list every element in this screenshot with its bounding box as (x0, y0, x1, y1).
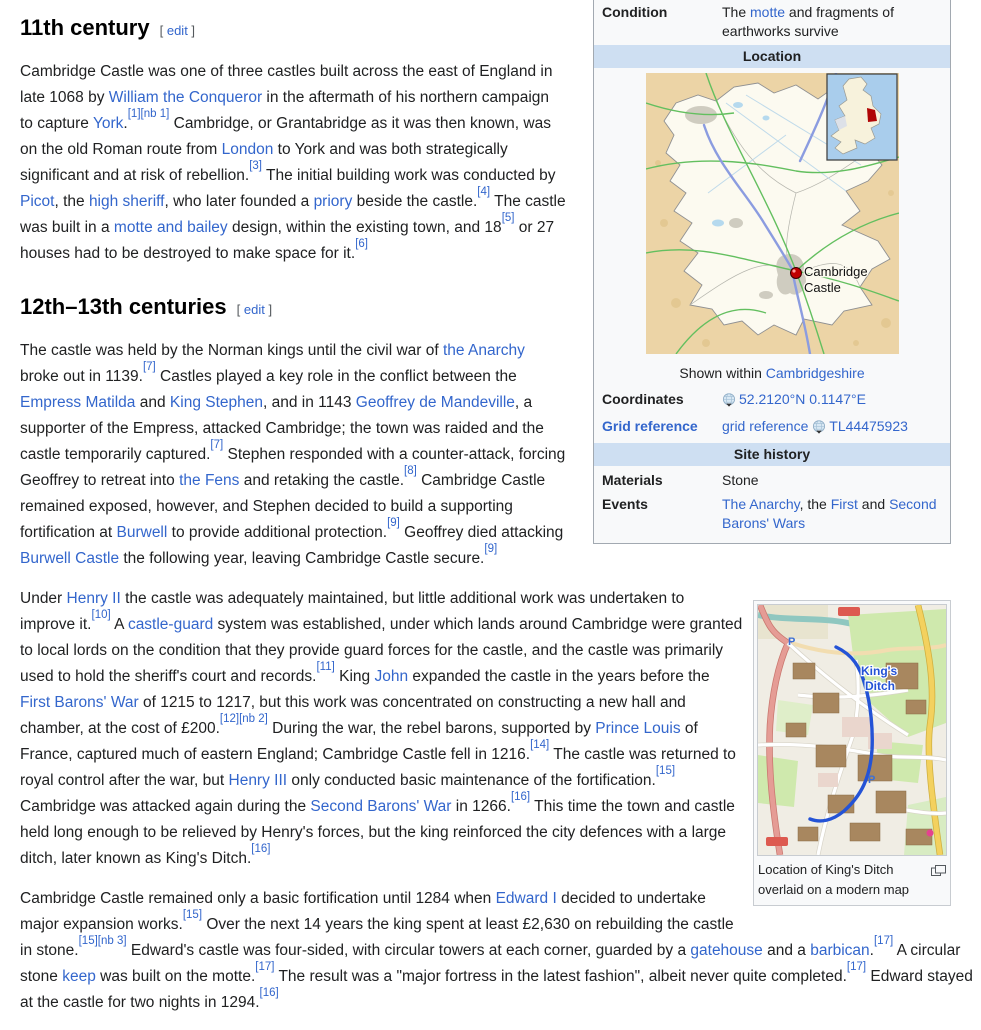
infobox-row-condition (594, 0, 950, 43)
wiki-link[interactable]: the Fens (179, 472, 240, 489)
wiki-link[interactable]: Henry III (228, 772, 288, 789)
ref-link[interactable]: [5] (501, 211, 515, 224)
condition-label: Condition (602, 4, 668, 20)
wiki-link[interactable]: priory (313, 193, 353, 210)
ref-link[interactable]: [17] (873, 934, 894, 947)
ref-link[interactable]: [3] (249, 159, 262, 172)
events-value: The Anarchy, the First and Second Barons' Wars (722, 496, 937, 531)
ref-link[interactable]: [14] (530, 738, 550, 751)
map-caption: Shown within Cambridgeshire (679, 365, 865, 381)
ref-link[interactable]: [15] (78, 934, 98, 947)
coordinates-label: Coordinates (602, 391, 684, 407)
edit-link[interactable]: edit (243, 302, 265, 317)
grid-reference-prefix-link[interactable]: grid reference (722, 418, 809, 434)
condition-value: The motte and fragments of earthworks survive (722, 4, 894, 39)
ref-link[interactable]: [7] (142, 360, 156, 373)
ref-link[interactable]: [1] (127, 107, 141, 120)
location-map[interactable] (594, 70, 950, 363)
infobox-row-materials (594, 468, 950, 492)
poi-marker (927, 830, 934, 837)
wiki-link[interactable]: Picot (20, 193, 55, 210)
materials-label: Materials (602, 472, 663, 488)
globe-icon[interactable] (722, 393, 736, 412)
enlarge-icon[interactable] (931, 862, 946, 882)
wiki-link[interactable]: York (92, 115, 124, 132)
kings-ditch-thumbnail (753, 600, 951, 906)
marker-label-line2: Castle (803, 280, 841, 295)
ref-link[interactable]: [9] (484, 542, 498, 555)
site-history-header: Site history (594, 443, 950, 466)
wiki-link[interactable]: John (374, 668, 409, 685)
ref-link[interactable]: [nb 1] (140, 107, 170, 120)
ref-link[interactable]: [6] (355, 237, 368, 250)
wiki-link[interactable]: William the Conqueror (108, 89, 263, 106)
wiki-link[interactable]: Henry II (66, 590, 121, 607)
ref-link[interactable]: [16] (259, 986, 279, 999)
materials-value: Stone (722, 472, 759, 488)
wiki-link[interactable]: Burwell (116, 524, 168, 541)
article-paragraph: Cambridge Castle remained only a basic fortification until 1284 when Edward I decided to undertake major expansion works.[15] Over the next 14 years the king spent at least £2,630 on rebuilding the castle in stone.[15][nb 3] Edward's castle was four-sided, with circular towers at each corner, guarded by a gatehouse and a barbican.[17] A circular stone keep was built on the motte.[17] The result was a "major fortress in the latest fashion", albeit never quite completed.[17] Edward stayed at the castle for two nights in 1294.[16] (20, 890, 973, 1011)
wiki-link[interactable]: Edward I (495, 890, 557, 907)
ref-link[interactable]: [11] (316, 660, 335, 673)
edit-link[interactable]: edit (166, 23, 188, 38)
kings-ditch-map-image[interactable] (757, 604, 947, 856)
wiki-link[interactable]: castle-guard (127, 616, 214, 633)
infobox (593, 0, 951, 544)
coordinates-link[interactable]: 52.2120°N 0.1147°E (739, 391, 866, 407)
section-heading-12th-13th-centuries: 12th–13th centuries [ edit ] (20, 294, 273, 319)
ref-link[interactable]: [4] (477, 185, 491, 198)
cambridgeshire-map-image[interactable] (646, 73, 899, 354)
edit-section: [ edit ] (159, 23, 196, 38)
kings-ditch-label-line2: Ditch (865, 679, 895, 693)
wiki-link[interactable]: First Barons' War (20, 694, 139, 711)
ref-link[interactable]: [nb 2] (239, 712, 268, 725)
thumbnail-caption: Location of King's Ditch overlaid on a modern map (757, 856, 947, 902)
wiki-link[interactable]: Second Barons' War (310, 798, 452, 815)
edit-section: [ edit ] (236, 302, 273, 317)
svg-text:P: P (868, 774, 876, 786)
ref-link[interactable]: [10] (91, 608, 111, 621)
wiki-link[interactable]: The Anarchy (722, 496, 800, 512)
wiki-link[interactable]: keep (62, 968, 96, 985)
wiki-link[interactable]: high sheriff (88, 193, 165, 210)
article-paragraph: Under Henry II the castle was adequately maintained, but little additional work was undertaken to improve it.[10] A castle-guard system was established, under which lands around Cambridge were granted to local lords on the condition that they provide guard forces for the castle, and the castle was primarily used to hold the sheriff's court and records.[11] King John expanded the castle in the years before the First Barons' War of 1215 to 1217, but this work was concentrated on constructing a new hall and chamber, at the cost of £200.[12][nb 2] During the war, the rebel barons, supported by Prince Louis of France, captured much of eastern England; Cambridge Castle fell in 1216.[14] The castle was returned to royal control after the war, but Henry III only conducted basic maintenance of the fortification.[15] Cambridge was attacked again during the Second Barons' War in 1266.[16] This time the town and castle held long enough to be relieved by Henry's forces, but the king reinforced the city defences with a large ditch, later known as King's Ditch.[16] (20, 590, 743, 867)
wiki-link[interactable]: Burwell Castle (20, 550, 120, 567)
england-inset-map (827, 74, 897, 160)
wiki-link[interactable]: London (221, 141, 274, 158)
grid-reference-label-link[interactable]: Grid reference (602, 418, 698, 434)
wiki-link[interactable]: Geoffrey de Mandeville (355, 394, 515, 411)
kings-ditch-label-line1: King's (861, 664, 898, 678)
ref-link[interactable]: [17] (846, 960, 867, 973)
infobox-row-events (594, 492, 950, 535)
wiki-link[interactable]: motte (750, 4, 786, 20)
section-heading-11th-century: 11th century [ edit ] (20, 15, 196, 40)
wiki-link[interactable]: barbican (810, 942, 870, 959)
ref-link[interactable]: [nb 3] (97, 934, 127, 947)
wiki-link[interactable]: motte and bailey (113, 219, 228, 236)
wiki-link[interactable]: the Anarchy (443, 342, 525, 359)
ref-link[interactable]: [15] (655, 764, 676, 777)
ref-link[interactable]: [17] (255, 960, 275, 973)
ref-link[interactable]: [16] (510, 790, 531, 803)
ref-link[interactable]: [12] (219, 712, 240, 725)
wiki-link[interactable]: Empress Matilda (20, 394, 136, 411)
globe-icon[interactable] (812, 420, 826, 439)
article-paragraph: The castle was held by the Norman kings until the civil war of the Anarchy broke out in 1139.[7] Castles played a key role in the conflict between the Empress Matilda and King Stephen, and in 1143 Geoffrey de Mandeville, a supporter of the Empress, attacked Cambridge; the town was raided and the castle temporarily captured.[7] Stephen responded with a counter-attack, forcing Geoffrey to retreat into the Fens and retaking the castle.[8] Cambridge Castle remained exposed, however, and Stephen decided to build a supporting fortification at Burwell to provide additional protection.[9] Geoffrey died attacking Burwell Castle the following year, leaving Cambridge Castle secure.[9] (20, 342, 566, 567)
svg-text:P: P (788, 636, 796, 648)
wiki-link[interactable]: gatehouse (690, 942, 763, 959)
wiki-link[interactable]: Second Barons' Wars (722, 496, 937, 531)
ref-link[interactable]: [15] (182, 908, 203, 921)
location-marker (790, 268, 801, 279)
ref-link[interactable]: [7] (210, 438, 224, 451)
marker-label-line1: Cambridge (803, 264, 868, 279)
ref-link[interactable]: [9] (387, 516, 400, 529)
ref-link[interactable]: [16] (251, 842, 271, 855)
wiki-link[interactable]: First (830, 496, 858, 512)
article-paragraph: Cambridge Castle was one of three castles built across the east of England in late 1068 by William the Conqueror in the aftermath of his northern campaign to capture York.[1][nb 1] Cambridge, or Grantabridge as it was then known, was on the old Roman route from London to York and was both strategically significant and at risk of rebellion.[3] The initial building work was conducted by Picot, the high sheriff, who later founded a priory beside the castle.[4] The castle was built in a motte and bailey design, within the existing town, and 18[5] or 27 houses had to be destroyed to make space for it.[6] (20, 63, 566, 262)
events-label: Events (602, 496, 648, 512)
infobox-row-coordinates (594, 387, 950, 414)
ref-link[interactable]: [8] (404, 464, 417, 477)
grid-reference-value-link[interactable]: TL44475923 (829, 418, 908, 434)
wiki-link[interactable]: Prince Louis (595, 720, 681, 737)
location-header: Location (594, 45, 950, 68)
wiki-link[interactable]: King Stephen (169, 394, 263, 411)
wiki-link[interactable]: Cambridgeshire (765, 365, 865, 381)
infobox-row-grid-reference (594, 414, 950, 441)
